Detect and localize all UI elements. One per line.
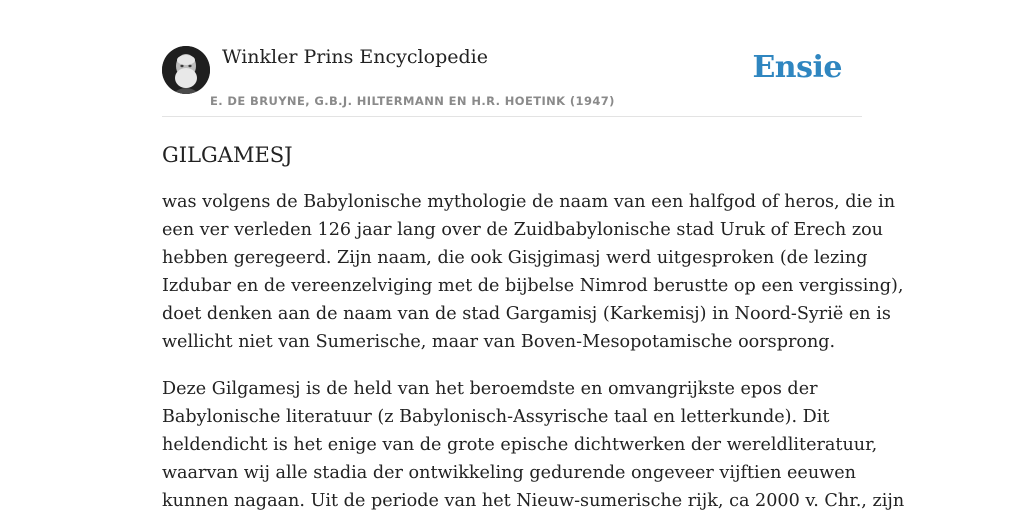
author-avatar xyxy=(162,46,210,94)
paragraph-line: wellicht niet van Sumerische, maar van Boven-Mesopotamische oorsprong. xyxy=(162,332,836,352)
paragraph-line: was volgens de Babylonische mythologie de naam van een halfgod of heros, die in xyxy=(162,192,896,212)
paragraph-line: doet denken aan de naam van de stad Gargamisj (Karkemisj) in Noord-Syrië en is xyxy=(162,304,891,324)
paragraph-line: kunnen nagaan. Uit de periode van het Nieuw-sumerische rijk, ca 2000 v. Chr., zijn xyxy=(162,491,905,511)
article xyxy=(162,140,905,512)
paragraph-line: een ver verleden 126 jaar lang over de Zuidbabylonische stad Uruk of Erech zou xyxy=(162,220,884,240)
article-paragraph xyxy=(162,375,905,512)
paragraph-line: Izdubar en de vereenzelviging met de bijbelse Nimrod berustte op een vergissing), xyxy=(162,276,904,296)
paragraph-line: heldendicht is het enige van de grote epische dichtwerken der wereldliteratuur, xyxy=(162,435,878,455)
source-title[interactable]: Winkler Prins Encyclopedie xyxy=(222,46,488,68)
article-paragraph xyxy=(162,188,904,356)
source-header xyxy=(162,40,862,117)
paragraph-line: Babylonische literatuur (z Babylonisch-Assyrische taal en letterkunde). Dit xyxy=(162,407,830,427)
ensie-logo-link[interactable]: Ensie xyxy=(752,50,842,85)
paragraph-line: Deze Gilgamesj is de held van het beroemdste en omvangrijkste epos der xyxy=(162,379,818,399)
paragraph-line: hebben geregeerd. Zijn naam, die ook Gisjgimasj werd uitgesproken (de lezing xyxy=(162,248,868,268)
author-portrait-icon xyxy=(162,46,210,94)
source-authors: E. DE BRUYNE, G.B.J. HILTERMANN EN H.R. HOETINK (1947) xyxy=(210,94,615,108)
paragraph-line: waarvan wij alle stadia der ontwikkeling gedurende ongeveer vijftien eeuwen xyxy=(162,463,856,483)
article-title: GILGAMESJ xyxy=(162,143,293,167)
